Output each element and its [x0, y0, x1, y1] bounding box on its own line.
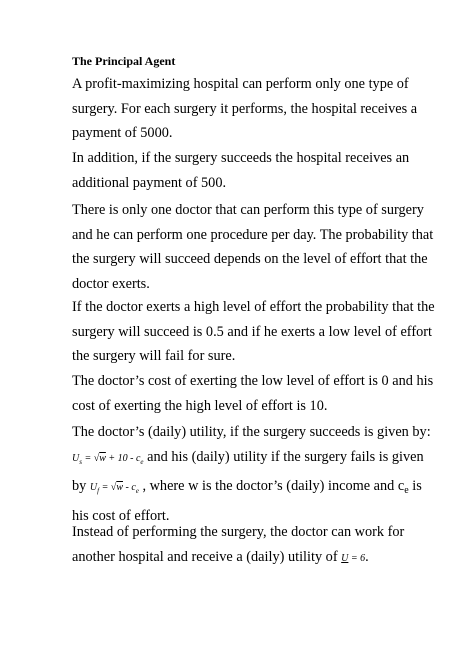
text-line: A profit-maximizing hospital can perform only one type of — [72, 76, 409, 92]
page-title: The Principal Agent — [72, 54, 176, 68]
text-line: $U_s = √w + 10 - c_e$ and his (daily) utility if the surgery fails is given — [72, 448, 424, 466]
text-line: The doctor’s (daily) utility, if the surgery succeeds is given by: — [72, 424, 431, 440]
paragraph-3 — [72, 198, 434, 296]
reservation-utility-formula: U = 6 — [341, 552, 366, 564]
text-line: the surgery will fail for sure. — [72, 348, 236, 364]
text-line: doctor exerts. — [72, 275, 150, 292]
text-line: the surgery will succeed depends on the level of effort that the — [72, 251, 428, 267]
text-line: and he can perform one procedure per day. The probability that — [72, 226, 434, 243]
paragraph-2 — [72, 146, 412, 195]
paragraph-1 — [72, 72, 418, 146]
text-line: his cost of effort. — [72, 507, 170, 524]
text-line: cost of exerting the high level of effort is 10. — [72, 397, 328, 414]
text-line: payment of 5000. — [72, 125, 173, 141]
text-line: Instead of performing the surgery, the doctor can work for — [72, 524, 405, 540]
paragraph-6 — [72, 420, 431, 528]
utility-success-formula: $U_s = √w + 10 - c_e$ — [72, 452, 144, 466]
text-line: There is only one doctor that can perform this type of surgery — [72, 202, 424, 218]
paragraph-5 — [72, 369, 434, 418]
text-line: additional payment of 500. — [72, 174, 227, 191]
text-line: surgery will succeed is 0.5 and if he exerts a low level of effort — [72, 323, 432, 340]
paragraph-4 — [72, 295, 435, 369]
text-line: another hospital and receive a (daily) utility of U = 6. — [72, 548, 369, 565]
utility-failure-formula: $U_f = √w - c_e$ — [89, 482, 139, 495]
text-line: by $U_f = √w - c_e$ , where w is the doctor’s (daily) income and $c_e$ is — [72, 478, 422, 496]
text-line: If the doctor exerts a high level of effort the probability that the — [72, 299, 435, 315]
text-line: The doctor’s cost of exerting the low level of effort is 0 and his — [72, 373, 434, 389]
paragraph-7 — [72, 520, 412, 571]
text-line: In addition, if the surgery succeeds the hospital receives an — [72, 150, 410, 166]
text-line: surgery. For each surgery it performs, the hospital receives a — [72, 100, 418, 117]
